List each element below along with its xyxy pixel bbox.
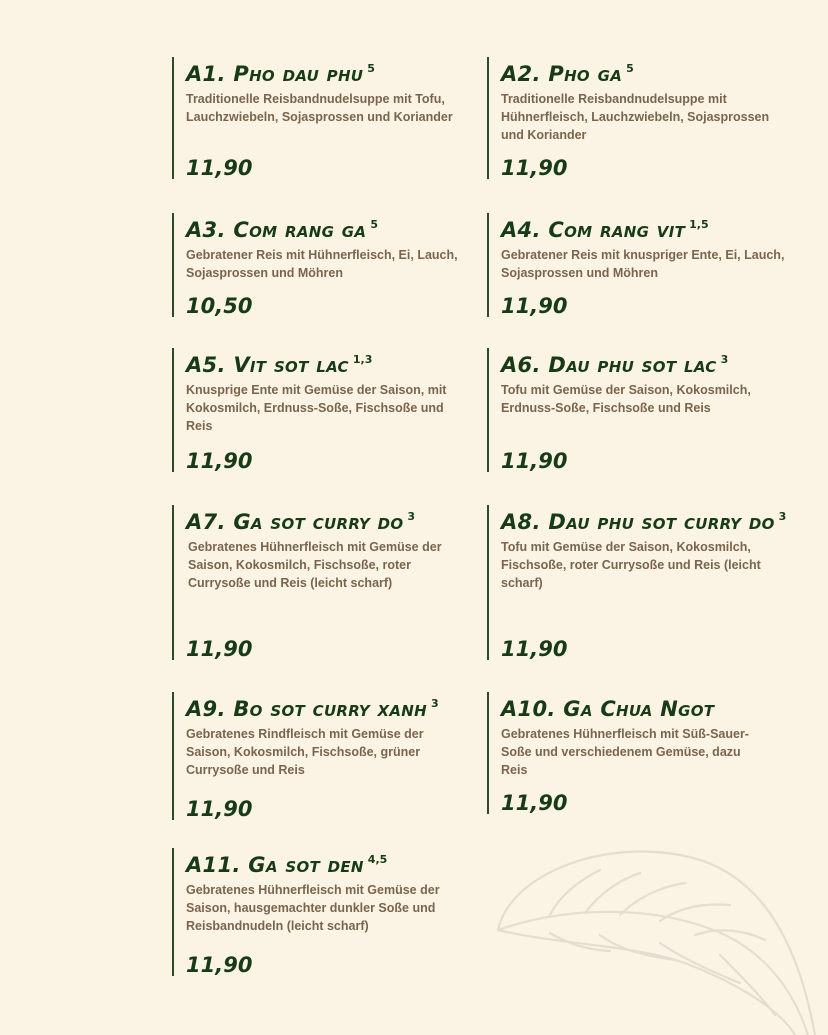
menu-item-a8 bbox=[487, 505, 807, 660]
leaf-icon bbox=[490, 835, 828, 1035]
menu-item-title: A4. Com rang vit $^{1,5}$ bbox=[501, 218, 709, 242]
menu-item-a4 bbox=[487, 213, 787, 317]
allergen-codes: 3 bbox=[407, 510, 416, 523]
menu-item-a3 bbox=[172, 213, 472, 317]
menu-item-title: A1. Pho dau phu $^5$ bbox=[186, 62, 375, 86]
menu-item-description: Gebratenes Hühnerfleisch mit Süß-Sauer-Soße und verschiedenem Gemüse, dazu Reis bbox=[501, 727, 749, 777]
allergen-codes: 1,3 bbox=[352, 353, 373, 366]
menu-item-price: 11,90 bbox=[501, 156, 568, 180]
menu-item-price: 11,90 bbox=[186, 156, 253, 180]
menu-item-price: 11,90 bbox=[186, 953, 253, 977]
menu-item-description: Gebratenes Rindfleisch mit Gemüse der Saison, Kokosmilch, Fischsoße, grüner Currysoße und Reis bbox=[186, 727, 424, 777]
menu-item-price: 11,90 bbox=[501, 294, 568, 318]
menu-item-price: 11,90 bbox=[501, 449, 568, 473]
menu-item-a1 bbox=[172, 57, 472, 179]
menu-item-a7 bbox=[172, 505, 472, 660]
menu-item-description: Gebratenes Hühnerfleisch mit Gemüse der Saison, Kokosmilch, Fischsoße, roter Currysoße und Reis (leicht scharf) bbox=[188, 540, 442, 590]
menu-item-description: Tofu mit Gemüse der Saison, Kokosmilch, Erdnuss-Soße, Fischsoße und Reis bbox=[501, 383, 751, 415]
menu-item-description: Knusprige Ente mit Gemüse der Saison, mit Kokosmilch, Erdnuss-Soße, Fischsoße und Reis bbox=[186, 383, 447, 433]
menu-item-price: 10,50 bbox=[186, 294, 253, 318]
menu-item-a10 bbox=[487, 692, 787, 814]
menu-item-a5 bbox=[172, 348, 472, 472]
menu-item-description: Gebratener Reis mit Hühnerfleisch, Ei, Lauch, Sojasprossen und Möhren bbox=[186, 248, 458, 280]
menu-item-a11 bbox=[172, 848, 472, 976]
menu-item-description: Traditionelle Reisbandnudelsuppe mit Hühnerfleisch, Lauchzwiebeln, Sojasprossen und Koriander bbox=[501, 92, 770, 142]
allergen-codes: 3 bbox=[431, 697, 439, 710]
menu-item-description: Gebratener Reis mit knuspriger Ente, Ei, Lauch, Sojasprossen und Möhren bbox=[501, 248, 785, 280]
menu-item-title: A5. Vit sot lac $^{1,3}$ bbox=[186, 353, 373, 377]
menu-item-a2 bbox=[487, 57, 787, 179]
menu-item-title: A11. Ga sot den $^{4,5}$ bbox=[186, 853, 388, 877]
allergen-codes: 1,5 bbox=[689, 218, 709, 231]
menu-item-price: 11,90 bbox=[186, 797, 253, 821]
menu-item-description: Traditionelle Reisbandnudelsuppe mit Tofu, Lauchzwiebeln, Sojasprossen und Koriander bbox=[186, 92, 453, 124]
menu-item-a6 bbox=[487, 348, 787, 472]
menu-item-price: 11,90 bbox=[186, 637, 253, 661]
menu-item-title: A9. Bo sot curry xanh $^3$ bbox=[186, 697, 439, 721]
allergen-codes: 5 bbox=[367, 62, 375, 75]
allergen-codes: 3 bbox=[720, 353, 729, 366]
menu-item-title: A10. Ga Chua Ngot bbox=[501, 697, 715, 721]
menu-item-description: Tofu mit Gemüse der Saison, Kokosmilch, Fischsoße, roter Currysoße und Reis (leicht scharf) bbox=[501, 540, 761, 590]
menu-item-price: 11,90 bbox=[186, 449, 253, 473]
menu-item-title: A6. Dau phu sot lac $^3$ bbox=[501, 353, 729, 377]
menu-item-title: A2. Pho ga $^5$ bbox=[501, 62, 634, 86]
allergen-codes: 5 bbox=[626, 62, 634, 75]
menu-item-a9 bbox=[172, 692, 472, 820]
menu-item-price: 11,90 bbox=[501, 637, 568, 661]
menu-item-title: A8. Dau phu sot curry do $^3$ bbox=[501, 510, 787, 534]
allergen-codes: 5 bbox=[370, 218, 378, 231]
menu-item-price: 11,90 bbox=[501, 791, 568, 815]
menu-item-title: A3. Com rang ga $^5$ bbox=[186, 218, 378, 242]
menu-item-title: A7. Ga sot curry do $^3$ bbox=[186, 510, 416, 534]
menu-item-description: Gebratenes Hühnerfleisch mit Gemüse der Saison, hausgemachter dunkler Soße und Reisbandnudeln (leicht scharf) bbox=[186, 883, 440, 933]
allergen-codes: 4,5 bbox=[367, 853, 388, 866]
allergen-codes: 3 bbox=[778, 510, 787, 523]
